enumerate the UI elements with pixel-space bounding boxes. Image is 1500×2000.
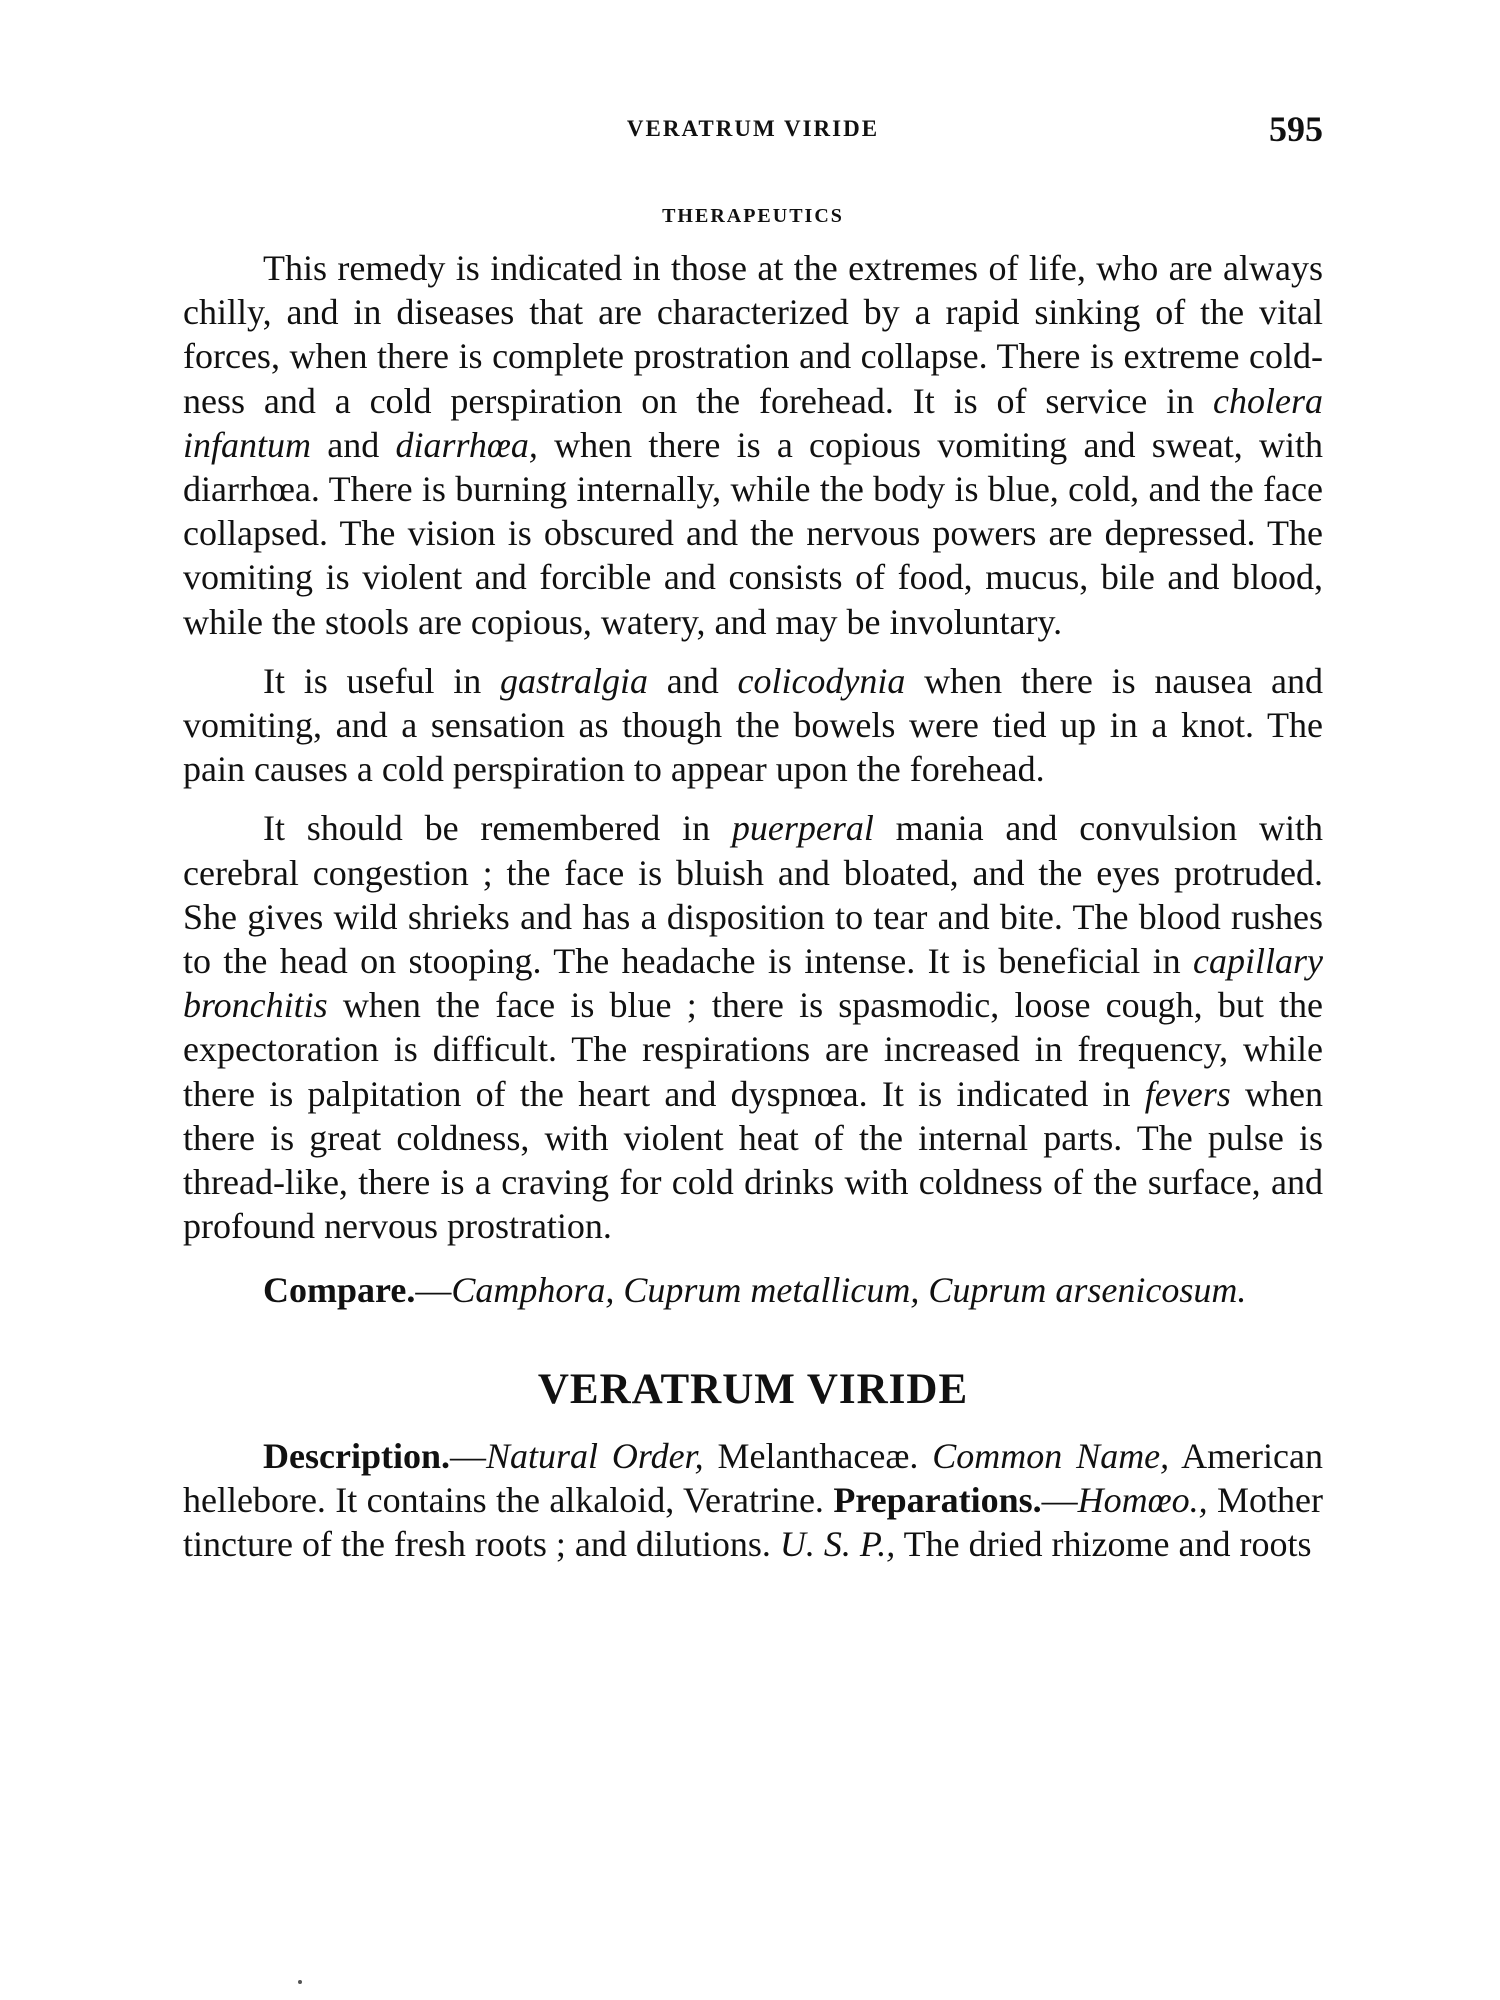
italic-term: gastralgia: [499, 660, 648, 701]
italic-term: capillary bronchitis: [183, 941, 1323, 1026]
text-run: when there is great coldness, with violent heat of the internal parts. The pulse is thread-like, there is a craving for cold drinks with coldness of the surface, and profound nervous prostration.: [183, 1073, 1323, 1247]
paragraph-extremes-of-life: [183, 246, 1323, 644]
paragraph-gastralgia: [183, 659, 1323, 792]
text-run: This remedy is indicated in those at the extremes of life, who are always chilly, and in diseases that are characterized by a rapid sinking of the vital forces, when there is complete prostration and collapse. There is extreme coldness and a cold perspiration on the forehead. It is of service in: [183, 248, 1323, 421]
text-run: Mother tincture of the fresh roots ; and dilutions.: [183, 1479, 1324, 1565]
text-run: The dried rhizome and roots: [895, 1524, 1312, 1565]
compare-remedies: Camphora, Cuprum metallicum, Cuprum arsenicosum.: [451, 1270, 1247, 1311]
dash: —: [449, 1435, 486, 1476]
italic-term: Natural Order,: [485, 1435, 704, 1476]
text-run: American hellebore. It contains the alkaloid, Veratrine.: [183, 1435, 1323, 1520]
italic-term: fevers: [1144, 1073, 1231, 1114]
compare-paragraph: [183, 1268, 1323, 1312]
section-label-therapeutics: THERAPEUTICS: [662, 205, 844, 227]
text-run: and: [648, 660, 738, 701]
text-run: Melanthaceæ.: [703, 1435, 933, 1476]
print-speck: [298, 1980, 302, 1984]
preparations-label: Preparations.: [833, 1479, 1042, 1520]
italic-term: cholera infantum: [183, 380, 1323, 465]
running-title: VERATRUM VIRIDE: [626, 116, 880, 141]
italic-term: Common Name,: [932, 1435, 1170, 1476]
text-run: It is useful in: [263, 660, 500, 701]
text-run: when the face is blue ; there is spasmodic, loose cough, but the expectoration is difficult. The respirations are increased in frequency, while there is palpitation of the heart and dyspnœa. It is indicated in: [183, 985, 1323, 1114]
dash: —: [1041, 1479, 1078, 1520]
description-paragraph: [183, 1434, 1323, 1567]
italic-term: U. S. P.,: [779, 1524, 896, 1565]
italic-term: puerperal: [731, 808, 874, 849]
italic-term: diarrhœa,: [395, 424, 538, 465]
italic-term: Homœo.,: [1077, 1479, 1208, 1520]
dash: —: [415, 1270, 452, 1311]
remedy-title: VERATRUM VIRIDE: [537, 1365, 969, 1413]
text-run: mania and convulsion with cerebral congestion ; the face is bluish and bloated, and the eyes protruded. She gives wild shrieks and has a disposition to tear and bite. The blood rushes to the head on stooping. The headache is intense. It is beneficial in: [183, 808, 1323, 982]
compare-label: Compare.: [263, 1270, 416, 1311]
italic-term: colicodynia: [737, 660, 906, 701]
description-label: Description.: [263, 1435, 450, 1476]
page-number: 595: [1269, 109, 1323, 149]
text-run: when there is nausea and vomiting, and a sensation as though the bowels were tied up in a knot. The pain causes a cold perspiration to appear upon the forehead.: [183, 660, 1324, 790]
text-run: when there is a copious vomiting and sweat, with diarrhœa. There is burning internally, while the body is blue, cold, and the face collapsed. The vision is obscured and the nervous powers are depressed. The vomiting is violent and forcible and consists of food, mucus, bile and blood, while the stools are copious, watery, and may be involuntary.: [183, 424, 1323, 642]
text-run: It should be remembered in: [263, 808, 732, 849]
paragraph-puerperal-mania: [183, 806, 1323, 1248]
text-run: and: [311, 424, 396, 465]
running-head: [183, 108, 1323, 158]
body-text: [183, 205, 1323, 1566]
